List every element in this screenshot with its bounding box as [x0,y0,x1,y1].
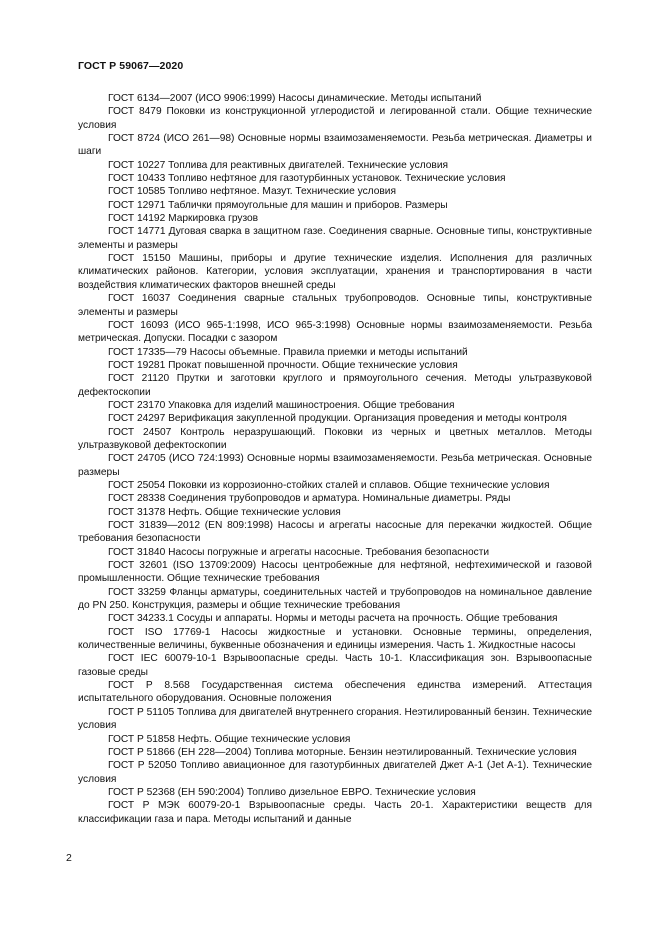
reference-item: ГОСТ 19281 Прокат повышенной прочности. Общие технические условия [108,359,458,371]
reference-item: ГОСТ 16093 (ИСО 965-1:1998, ИСО 965-3:1998) Основные нормы взаимозаменяемости. Резьба метрическая. Допуски. Посадки с зазором [78,319,592,345]
reference-item: ГОСТ 10433 Топливо нефтяное для газотурбинных установок. Технические условия [108,173,506,185]
reference-item: ГОСТ 28338 Соединения трубопроводов и арматура. Номинальные диаметры. Ряды [108,493,511,505]
reference-item: ГОСТ 34233.1 Сосуды и аппараты. Нормы и методы расчета на прочность. Общие требования [108,613,558,625]
reference-item: ГОСТ Р 52368 (ЕН 590:2004) Топливо дизельное ЕВРО. Технические условия [108,786,476,798]
reference-item: ГОСТ 21120 Прутки и заготовки круглого и прямоугольного сечения. Методы ультразвуковой дефектоскопии [78,373,592,398]
reference-item: ГОСТ 8479 Поковки из конструкционной углеродистой и легированной стали. Общие технические условия [78,106,592,131]
reference-item: ГОСТ 12971 Таблички прямоугольные для машин и приборов. Размеры [108,199,448,211]
reference-item: ГОСТ 14771 Дуговая сварка в защитном газе. Соединения сварные. Основные типы, конструктивные элементы и размеры [78,226,592,251]
reference-item: ГОСТ Р 51866 (ЕН 228—2004) Топлива моторные. Бензин неэтилированный. Технические условия [108,746,577,758]
reference-item: ГОСТ 23170 Упаковка для изделий машиностроения. Общие требования [108,399,455,411]
reference-item: ГОСТ 14192 Маркировка грузов [108,213,259,225]
reference-item: ГОСТ 32601 (ISO 13709:2009) Насосы центробежные для нефтяной, нефтехимической и газовой промышленности. Общие технические требования [78,560,592,585]
reference-item: ГОСТ 10585 Топливо нефтяное. Мазут. Технические условия [108,186,397,198]
normative-references-list [78,92,592,826]
reference-item: ГОСТ 24507 Контроль неразрушающий. Поковки из черных и цветных металлов. Методы ультразвуковой дефектоскопии [78,426,592,451]
reference-item: ГОСТ Р 51105 Топлива для двигателей внутреннего сгорания. Неэтилированный бензин. Технические условия [78,706,592,732]
reference-item: ГОСТ Р 52050 Топливо авиационное для газотурбинных двигателей Джет А-1 (Jet A-1). Технические условия [78,760,592,785]
reference-item: ГОСТ Р МЭК 60079-20-1 Взрывоопасные среды. Часть 20-1. Характеристики веществ для классификации газа и пара. Методы испытаний и данные [78,800,592,825]
reference-item: ГОСТ 31840 Насосы погружные и агрегаты насосные. Требования безопасности [108,546,490,558]
page-number: 2 [66,852,72,864]
reference-item: ГОСТ 8724 (ИСО 261—98) Основные нормы взаимозаменяемости. Резьба метрическая. Диаметры и шаги [78,133,592,158]
reference-item: ГОСТ IEC 60079-10-1 Взрывоопасные среды. Часть 10-1. Классификация зон. Взрывоопасные газовые среды [78,653,592,678]
reference-item: ГОСТ 31378 Нефть. Общие технические условия [108,506,341,518]
reference-item: ГОСТ 10227 Топлива для реактивных двигателей. Технические условия [108,159,449,171]
document-header: ГОСТ Р 59067—2020 [78,60,184,72]
reference-item: ГОСТ 16037 Соединения сварные стальных трубопроводов. Основные типы, конструктивные элементы и размеры [78,293,592,318]
reference-item: ГОСТ 6134—2007 (ИСО 9906:1999) Насосы динамические. Методы испытаний [108,93,482,104]
reference-item: ГОСТ 17335—79 Насосы объемные. Правила приемки и методы испытаний [108,346,468,358]
reference-item: ГОСТ ISO 17769-1 Насосы жидкостные и установки. Основные термины, определения, количественные величины, буквенные обозначения и единицы измерения. Часть 1. Жидкостные насосы [78,626,592,652]
reference-item: ГОСТ 24705 (ИСО 724:1993) Основные нормы взаимозаменяемости. Резьба метрическая. Основные размеры [78,453,592,478]
reference-item: ГОСТ Р 51858 Нефть. Общие технические условия [108,733,351,745]
reference-item: ГОСТ 15150 Машины, приборы и другие технические изделия. Исполнения для различных климатических районов. Категории, условия эксплуатации, хранения и транспортирования в части воздействия климатических факторов внешней среды [78,253,592,291]
reference-item: ГОСТ 33259 Фланцы арматуры, соединительных частей и трубопроводов на номинальное давление до PN 250. Конструкция, размеры и общие технические требования [78,586,592,612]
reference-item: ГОСТ 24297 Верификация закупленной продукции. Организация проведения и методы контроля [108,413,567,425]
reference-item: ГОСТ Р 8.568 Государственная система обеспечения единства измерений. Аттестация испытательного оборудования. Основные положения [78,680,592,705]
reference-item: ГОСТ 31839—2012 (EN 809:1998) Насосы и агрегаты насосные для перекачки жидкостей. Общие требования безопасности [78,520,592,545]
reference-item: ГОСТ 25054 Поковки из коррозионно-стойких сталей и сплавов. Общие технические условия [108,479,550,491]
